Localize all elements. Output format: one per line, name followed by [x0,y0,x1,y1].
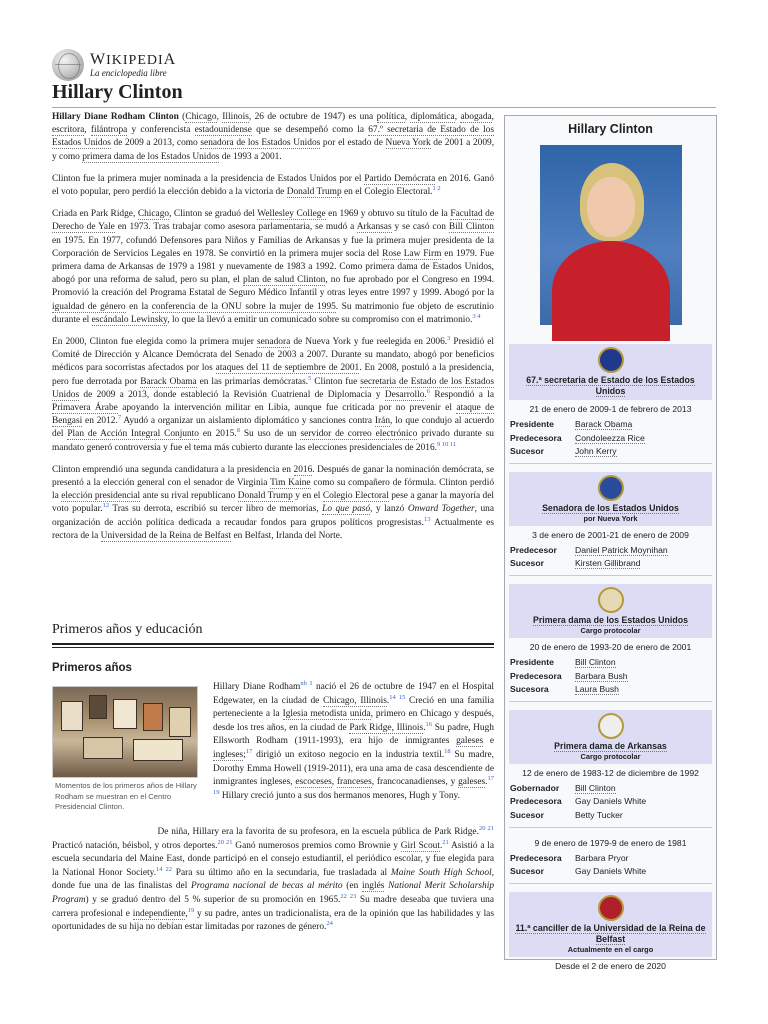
infobox-row-value [575,795,712,809]
article-link[interactable]: igualdad de género [52,301,126,312]
article-link[interactable]: Chicago [185,112,217,122]
article-link[interactable]: franceses [336,777,372,788]
citation-ref[interactable]: 1 2 [432,184,441,192]
infobox-person: Barbara Pryor [575,852,629,863]
early-life-paragraph-2: De niña, Hillary era la favorita de su profesora, en la escuela pública de Park Ridge.$^{20 21}$ Practicó natación, béisbol, y otros deportes.$^{20 21}$ Ganó numerosos premios como Brownie y Girl Scout.$^{21}$ Asistió a la escuela secundaria del Maine East, donde participó en el consejo estudiantil, el periódico escolar, y fue elegida para la National Honor Society.$^{14 22}$ Para su último año en la secundaria, fue trasladada al Maine South High School, donde fue una de las finalistas del Programa nacional de becas al mérito (en inglés National Merit Scholarship Program) y se graduó dentro del 5 % superior de su promoción en 1965.$^{22 23}$ Su madre deseaba que tuviera una carrera profesional e independiente,$^{19}$ y su padre, antes un tradicionalista, era de la opinión que las habilidades y las oportunidades de su hija no debían estar limitadas por razones de género.$^{24}$ [52,824,495,933]
subsection-heading: Primeros años [52,662,132,674]
office-block [509,828,712,884]
article-link[interactable]: primera dama de los Estados Unidos [82,151,220,162]
article-link[interactable]: Girl Scout [400,840,440,851]
article-link[interactable]: Arkansas [356,222,392,233]
office-header [509,892,712,957]
article-link[interactable]: escándalo Lewinsky [91,314,168,325]
infobox-row [509,544,712,558]
article-link[interactable]: Colegio Electoral [322,491,389,502]
infobox-row-label: Sucesor [510,809,544,820]
office-term-dates: 20 de enero de 1993-20 de enero de 2001 [529,641,692,652]
citation-ref[interactable]: 21 [442,838,449,846]
intro-paragraph-5: Clinton emprendió una segunda candidatura a la presidencia en 2016. Después de ganar la nominación demócrata, se presentó a la elección general con el senador de Virginia Tim Kaine como su compañero de fórmula. Clinton perdió la elección presidencial ante su rival republicano Donald Trump y en el Colegio Electoral pese a ganar la mayoría del voto popular.$^{12}$ Tras su derrota, escribió su tercer libro de memorias, Lo que pasó, y lanzó Onward Together, una organización de acción política dedicada a recaudar fondos para grupos políticos progresistas.$^{13}$ Actualmente es rectora de la Universidad de la Reina de Belfast en Belfast, Irlanda del Norte. [52,464,495,541]
office-term-dates: 3 de enero de 2001-21 de enero de 2009 [532,529,689,540]
infobox-row [509,683,712,697]
bold-subject: Hillary Diane Rodham Clinton [52,112,179,122]
infobox-row-value [575,418,712,432]
office-header [509,344,712,400]
citation-ref[interactable]: 7 [117,414,122,422]
office-block [509,710,712,828]
intro-paragraph-1: Hillary Diane Rodham Clinton (Chicago, Illinois, 26 de octubre de 1947) es una política, diplomática, abogada, escritora, filántropa y conferencista estadounidense que se desempeñó como la 67.º secretaria de Estado de los Estados Unidos de 2009 a 2013, como senadora de los Estados Unidos por el estado de Nueva York de 2001 a 2009, y como primera dama de los Estados Unidos de 1993 a 2001. [52,112,495,162]
office-header [509,710,712,764]
infobox [504,115,717,971]
wikipedia-tagline: La enciclopedia libre [90,68,167,78]
article-link[interactable]: servidor de correo electrónico [300,429,418,440]
infobox-offices [505,344,716,972]
citation-ref[interactable]: 12 [102,502,110,510]
intro-paragraph-2: Clinton fue la primera mujer nominada a la presidencia de Estados Unidos por el Partido Demócrata en 2016. Ganó el voto popular, pero perdió la elección debido a la victoria de Donald Trump en el Colegio Electoral.$^{1 2}$ [52,173,495,198]
infobox-row-value [575,432,712,446]
office-name-link[interactable]: 11.ª canciller de la Universidad de la Reina de Belfast [515,922,706,944]
citation-ref[interactable]: 5 [308,374,312,382]
infobox-title: Hillary Clinton [568,122,653,136]
infobox-row-value [575,670,712,684]
office-block [509,584,712,702]
infobox-row [509,852,712,866]
office-block [509,344,712,464]
article-link[interactable]: Nueva York [385,138,431,149]
infobox-person: Betty Tucker [575,809,623,820]
article-link[interactable]: Tim Kaine [270,478,311,489]
article-intro [52,111,494,552]
infobox-row-value [575,782,712,796]
section-heading: Primeros años y educación [52,621,494,645]
early-life-paragraph-1: Hillary Diane Rodham$^{nb 1}$ nació el 26 de octubre de 1947 en el Hospital Edgewater, en la ciudad de Chicago, Illinois.$^{14 15}$ Creció en una familia perteneciente a la Iglesia metodista unida, primero en Chicago y después, desde los tres años, en la ciudad de Park Ridge, Illinois.$^{16}$ Su padre, Hugh Ellsworth Rodham (1911-1993), era hijo de inmigrantes galeses e ingleses;$^{17}$ dirigió un exitoso negocio en la industria textil.$^{18}$ Su madre, Dorothy Emma Howell (1919-2011), era una ama de casa descendiente de inmigrantes ingleses, escoceses, franceses, francocanadienses, y galeses.$^{17 19}$ Hillary creció junto a sus dos hermanos menores, Hugh y Tony. [213,679,494,801]
citation-ref[interactable]: 3 [447,334,451,342]
office-block [509,472,712,576]
citation-ref[interactable]: 16 [425,720,433,728]
office-subtitle: Cargo protocolar [580,625,641,635]
infobox-person-link[interactable]: Barbara Bush [575,670,628,681]
office-subtitle: Cargo protocolar [580,751,641,761]
citation-ref[interactable]: 3 4 [472,312,481,320]
office-seal-icon [598,475,624,501]
infobox-person: Gay Daniels White [575,866,647,877]
infobox-row [509,656,712,670]
article-link[interactable]: diplomática [410,112,455,122]
citation-ref[interactable]: 14 15 [389,693,406,701]
article-link[interactable]: estadounidense [194,125,252,136]
page-title: Hillary Clinton [52,80,716,108]
article-link[interactable]: Facultad de Derecho de Yale [52,209,495,233]
article-link[interactable]: 67.º secretaria de Estado de los Estados Unidos [52,125,495,149]
infobox-row-label: Predecesora [510,796,562,807]
portrait-photo[interactable] [540,145,682,325]
article-link[interactable]: inglés [362,881,385,892]
infobox-row [509,782,712,796]
article-link[interactable]: secretaria de Estado de los Estados Unidos [52,376,494,400]
thumbnail-caption: Momentos de los primeros años de Hillary Rodham se muestran en el Centro Presidencial Clinton. [55,781,197,811]
citation-ref[interactable]: 17 19 [213,775,494,796]
infobox-row-label: Predecesora [510,852,562,863]
article-link[interactable]: conferencia de la ONU sobre la mujer de 1995 [151,301,336,312]
article-link[interactable]: Park Ridge, Illinois [349,722,424,733]
infobox-person-link[interactable]: Bill Clinton [575,656,616,667]
article-link[interactable]: Universidad de la Reina de Belfast [100,530,232,541]
exhibit-photo[interactable] [52,686,198,778]
office-term-dates: 21 de enero de 2009-1 de febrero de 2013 [529,404,692,414]
infobox-row [509,557,712,571]
citation-ref[interactable]: 17 [245,747,253,755]
article-link[interactable]: Wellesley College [257,209,326,220]
office-seal-icon [598,587,624,613]
article-link[interactable]: 2016 [293,464,313,475]
article-link[interactable]: Donald Trump [237,491,293,502]
article-link[interactable]: política [376,112,405,122]
citation-ref[interactable]: 22 23 [340,892,357,900]
article-link[interactable]: elección presidencial [61,491,141,502]
article-link[interactable]: Chicago, Illinois [323,695,387,706]
infobox-person-link[interactable]: Barack Obama [575,419,633,429]
infobox-person-link[interactable]: John Kerry [575,446,617,457]
infobox-row-label: Predecesor [510,544,557,555]
infobox-row-label: Sucesor [510,866,544,877]
office-subtitle: por Nueva York [583,513,638,523]
office-subtitle: Actualmente en el cargo [567,944,654,954]
infobox-person-link[interactable]: Kirsten Gillibrand [575,558,641,569]
italic-text: Maine South High School [390,867,492,878]
office-seal-icon [598,895,624,921]
office-name-link[interactable]: Primera dama de Arkansas [554,740,667,751]
article-link[interactable]: escritora [52,125,85,136]
article-link[interactable]: plan de salud Clinton [243,275,326,286]
infobox-row-value [575,544,712,558]
article-link[interactable]: Iglesia metodista unida [282,709,371,720]
infobox-row-label: Gobernador [510,782,560,793]
infobox-row [509,809,712,823]
infobox-person-link[interactable]: Laura Bush [575,684,619,695]
office-header [509,584,712,638]
infobox-row-value [575,445,712,459]
citation-ref[interactable]: 14 22 [156,865,173,873]
infobox-row-label: Sucesora [510,684,549,695]
infobox-person-link[interactable]: Condoleezza Rice [575,432,645,443]
article-link[interactable]: ataques del 11 de septiembre de 2001 [215,363,360,374]
article-link[interactable]: senadora [256,337,291,348]
article-link[interactable]: galeses [456,736,484,747]
article-link[interactable]: Bill Clinton [448,222,494,233]
infobox-row-value [575,557,712,571]
citation-ref[interactable]: nb 1 [300,679,313,687]
intro-paragraph-4: En 2000, Clinton fue elegida como la primera mujer senadora de Nueva York y fue reelegida en 2006.$^3$ Presidió el Comité de Dirección y Alcance Demócrata del Senado de 2003 a 2007. Durante su mandato, abogó por beneficios médicos para socorristas afectados por los ataques del 11 de septiembre de 2001. En 2008, postuló a la presidencia, pero fue derrotada por Barack Obama en las primarias demócratas.$^5$ Clinton fue secretaria de Estado de los Estados Unidos de 2009 a 2013, donde estableció la Revisión Cuatrienal de Diplomacia y Desarrollo.$^6$ Respondió a la Primavera Árabe apoyando la intervención militar en Libia, aunque fue criticada por no prevenir el ataque de Bengasi en 2012.$^7$ Ayudó a organizar un aislamiento diplomático y sanciones contra Irán, lo que condujo al acuerdo del Plan de Acción Integral Conjunto en 2015.$^8$ Su uso de un servidor de correo electrónico privado durante su mandato generó controversia y fue el tema más cubierto durante las elecciones presidenciales de 2016.$^{9 10 11}$ [52,334,495,453]
infobox-row-value [575,809,712,823]
infobox-person: Gay Daniels White [575,796,647,807]
citation-ref[interactable]: 19 [187,906,195,914]
thumbnail-figure[interactable] [52,686,200,813]
citation-ref[interactable]: 6 [426,387,431,395]
office-seal-icon [598,713,624,739]
infobox-row-label: Predecesora [510,670,562,681]
infobox-row-label: Sucesor [510,446,544,457]
article-link[interactable]: Illinois [222,112,249,122]
office-name-link[interactable]: Primera dama de los Estados Unidos [533,614,688,625]
article-link[interactable]: Barack Obama [140,376,197,387]
infobox-row-label: Sucesor [510,558,544,569]
article-link[interactable]: filántropa [90,125,128,136]
article-link[interactable]: Rose Law Firm [382,248,442,259]
wikipedia-header[interactable] [52,50,176,80]
infobox-row [509,418,712,432]
article-link[interactable]: Primavera Árabe [52,403,118,414]
citation-ref[interactable]: 8 [236,427,240,435]
infobox-row [509,795,712,809]
wikipedia-wordmark: WIKIPEDIA [90,51,177,68]
article-link[interactable]: ataque de Bengasi [52,403,494,427]
infobox-row-value [575,683,712,697]
infobox-row [509,445,712,459]
article-link[interactable]: Donald Trump [286,187,342,198]
office-term-dates: 12 de enero de 1983-12 de diciembre de 1992 [522,767,699,778]
infobox-row-label: Presidente [510,419,554,429]
article-link[interactable]: galeses [458,777,486,788]
citation-ref[interactable]: 13 [423,515,431,523]
office-name-link[interactable]: 67.ª secretaria de Estado de los Estados Unidos [526,375,695,396]
office-block [509,892,712,972]
citation-ref[interactable]: 20 21 [478,824,495,832]
infobox-row [509,432,712,446]
article-link[interactable]: Plan de Acción Integral Conjunto [67,429,199,440]
article-link[interactable]: escoceses [295,777,332,788]
article-link[interactable]: ingleses [213,749,244,760]
article-link[interactable]: Partido Demócrata [364,173,436,184]
italic-text: National Merit Scholarship Program [52,881,494,905]
article-link[interactable]: senadora de los Estados Unidos [200,138,321,149]
infobox-row [509,670,712,684]
infobox-person-link[interactable]: Bill Clinton [575,782,616,793]
infobox-row-label: Presidente [510,656,554,667]
article-link[interactable]: independiente [132,908,186,919]
office-name-link[interactable]: Senadora de los Estados Unidos [542,502,679,513]
office-term-dates: Desde el 2 de enero de 2020 [555,960,666,971]
office-seal-icon [598,347,624,373]
office-header [509,472,712,526]
infobox-row-value [575,656,712,670]
article-link[interactable]: Irán [374,416,391,427]
wikipedia-globe-icon [52,49,84,81]
citation-ref[interactable]: 9 10 11 [437,440,457,448]
intro-paragraph-3: Criada en Park Ridge, Chicago, Clinton se graduó del Wellesley College en 1969 y obtuvo su título de la Facultad de Derecho de Yale en 1973. Tras trabajar como asesora parlamentaria, se mudó a Arkansas y se casó con Bill Clinton en 1975. En 1977, cofundó Defensores para Niños y Familias de Arkansas y fue la primera mujer presidenta de la Corporación de Servicios Legales en 1978. Se convirtió en la primera mujer socia del Rose Law Firm en 1979. Fue primera dama de Arkansas de 1979 a 1981 y nuevamente de 1983 a 1992. Como primera dama de Estados Unidos, abogó por una reforma de salud, pero su plan, el plan de salud Clinton, no fue aprobado por el Congreso en 1994. Promovió la creación del Programa Estatal de Seguro Médico Infantil y otras leyes entre 1997 y 1999. Abogó por la igualdad de género en la conferencia de la ONU sobre la mujer de 1995. Su matrimonio fue objeto de escrutinio durante el escándalo Lewinsky, lo que la llevó a emitir un comunicado sobre su compromiso con el matrimonio.$^{3 4}$ [52,209,495,325]
infobox-person-link[interactable]: Daniel Patrick Moynihan [575,544,668,555]
italic-text: Onward Together [407,504,475,515]
article-link[interactable]: abogada [460,112,492,122]
infobox-row [509,865,712,879]
citation-ref[interactable]: 18 [444,747,451,755]
article-link[interactable]: Chicago [137,209,170,220]
citation-ref[interactable]: 20 21 [217,838,233,846]
article-link[interactable]: Lo que pasó [322,504,371,515]
infobox-row-label: Predecesora [510,432,562,443]
office-term-dates: 9 de enero de 1979-9 de enero de 1981 [534,837,687,848]
article-link[interactable]: Desarrollo [384,389,425,400]
infobox-row-value [575,865,712,879]
citation-ref[interactable]: 24 [326,920,333,928]
infobox-row-value [575,852,712,866]
italic-text: Programa nacional de becas al mérito [191,881,343,892]
